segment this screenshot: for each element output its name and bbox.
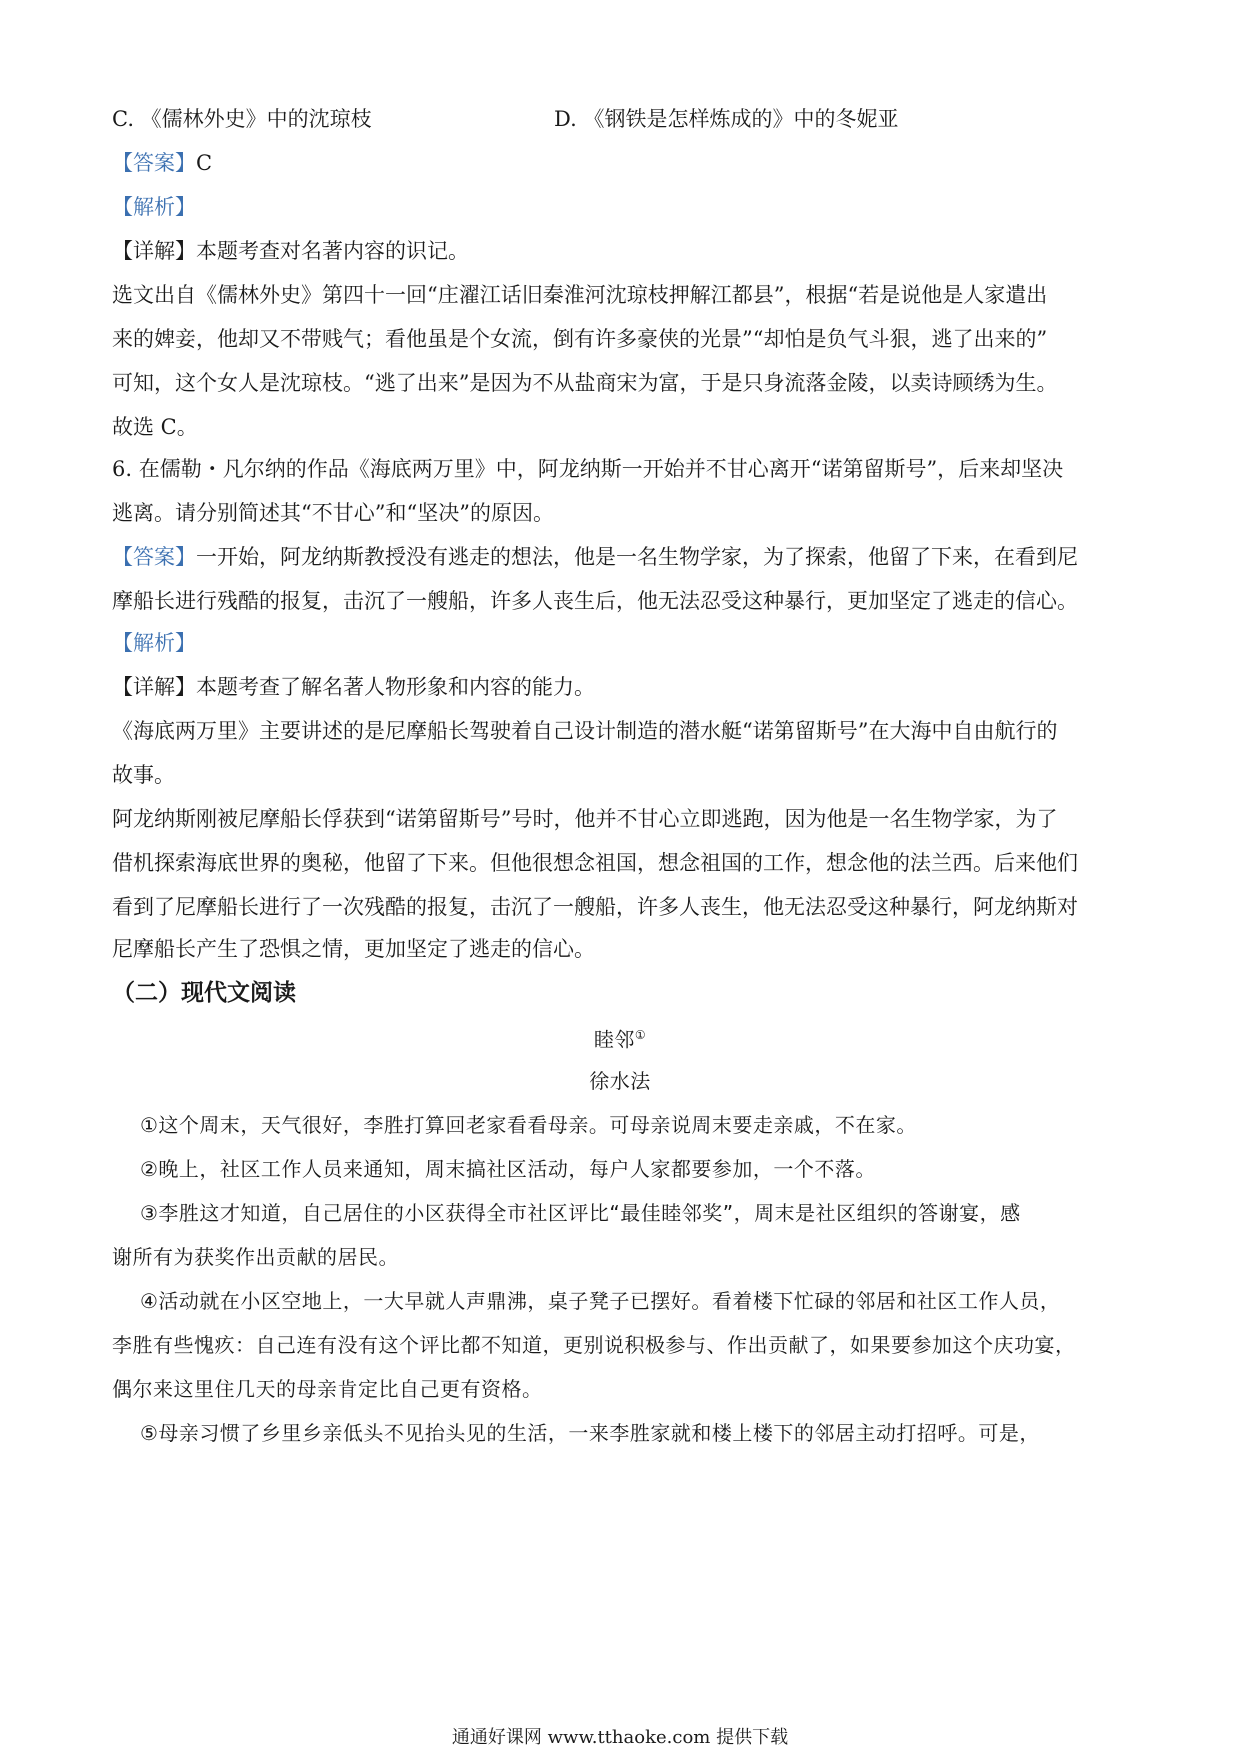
q6-detail-line-5: 看到了尼摩船长进行了一次残酷的报复，击沉了一艘船，许多人丧生，他无法忍受这种暴行，阿龙纳斯对 [112, 895, 1078, 919]
q5-detail [112, 236, 469, 266]
story-line-3: ③李胜这才知道，自己居住的小区获得全市社区评比“最佳睦邻奖”，周末是社区组织的答谢宴，感 [140, 1201, 1021, 1225]
q5-detail-line-2: 来的婢妾，他却又不带贱气；看他虽是个女流，倒有许多豪侠的光景”“却怕是负气斗狠，逃了出来的” [112, 327, 1048, 351]
answer-tag: 【答案】 [112, 545, 196, 569]
q6-detail-line-3: 阿龙纳斯刚被尼摩船长俘获到“诺第留斯号”号时，他并不甘心立即逃跑，因为他是一名生物学家，为了 [112, 807, 1058, 831]
q6-detail [112, 672, 595, 702]
q6-detail-line-4: 借机探索海底世界的奥秘，他留了下来。但他很想念祖国，想念祖国的工作，想念他的法兰西。后来他们 [112, 851, 1078, 875]
story-line-1: ①这个周末，天气很好，李胜打算回老家看看母亲。可母亲说周末要走亲戚，不在家。 [140, 1113, 917, 1137]
story-line-7: 偶尔来这里住几天的母亲肯定比自己更有资格。 [112, 1377, 543, 1401]
q6-detail-line-2: 故事。 [112, 763, 175, 787]
q5-detail-line-3: 可知，这个女人是沈琼枝。“逃了出来”是因为不从盐商宋为富，于是只身流落金陵，以卖诗顾绣为生。 [112, 371, 1058, 395]
answer-value: C [196, 151, 213, 175]
answer-text: 一开始，阿龙纳斯教授没有逃走的想法，他是一名生物学家，为了探索，他留了下来，在看到尼 [196, 545, 1078, 569]
detail-tag: 【详解】 [112, 239, 196, 263]
option-d: D. 《钢铁是怎样炼成的》中的冬妮亚 [554, 107, 899, 131]
story-line-6: 李胜有些愧疚：自己连有没有这个评比都不知道，更别说积极参与、作出贡献了，如果要参加这个庆功宴， [112, 1333, 1076, 1357]
story-line-4: 谢所有为获奖作出贡献的居民。 [112, 1245, 399, 1269]
q6-analysis-tag: 【解析】 [112, 631, 196, 655]
story-line-8: ⑤母亲习惯了乡里乡亲低头不见抬头见的生活，一来李胜家就和楼上楼下的邻居主动打招呼。可是， [140, 1421, 1040, 1445]
detail-text: 本题考查对名著内容的识记。 [196, 239, 469, 263]
section-heading: （二）现代文阅读 [112, 979, 296, 1006]
option-c: C. 《儒林外史》中的沈琼枝 [112, 107, 372, 131]
page-footer: 通通好课网 www.tthaoke.com 提供下载 [451, 1727, 789, 1748]
q6-answer-line-2: 摩船长进行残酷的报复，击沉了一艘船，许多人丧生后，他无法忍受这种暴行，更加坚定了逃走的信心。 [112, 589, 1078, 613]
q5-detail-line-4: 故选 C。 [112, 415, 198, 439]
story-title-text: 睦邻 [593, 1027, 635, 1052]
q6-question-line-2: 逃离。请分别简述其“不甘心”和“坚决”的原因。 [112, 501, 554, 525]
q6-detail-line-6: 尼摩船长产生了恐惧之情，更加坚定了逃走的信心。 [112, 937, 595, 961]
detail-text: 本题考查了解名著人物形象和内容的能力。 [196, 675, 595, 699]
answer-tag: 【答案】 [112, 151, 196, 175]
q6-detail-line-1: 《海底两万里》主要讲述的是尼摩船长驾驶着自己设计制造的潜水艇“诺第留斯号”在大海中自由航行的 [112, 719, 1058, 743]
q5-detail-line-1: 选文出自《儒林外史》第四十一回“庄濯江话旧秦淮河沈琼枝押解江都县”，根据“若是说他是人家遣出 [112, 283, 1048, 307]
q5-analysis-tag: 【解析】 [112, 195, 196, 219]
story-line-5: ④活动就在小区空地上，一大早就人声鼎沸，桌子凳子已摆好。看着楼下忙碌的邻居和社区工作人员， [140, 1289, 1061, 1313]
q6-question-line-1: 6. 在儒勒・凡尔纳的作品《海底两万里》中，阿龙纳斯一开始并不甘心离开“诺第留斯号”，后来却坚决 [112, 457, 1064, 481]
detail-tag: 【详解】 [112, 675, 196, 699]
q5-answer [112, 148, 212, 178]
story-author: 徐水法 [589, 1069, 651, 1093]
footnote-marker: ① [634, 1028, 647, 1042]
q6-answer [112, 542, 1078, 572]
story-title [0, 1020, 1240, 1055]
story-line-2: ②晚上，社区工作人员来通知，周末搞社区活动，每户人家都要参加，一个不落。 [140, 1157, 876, 1181]
